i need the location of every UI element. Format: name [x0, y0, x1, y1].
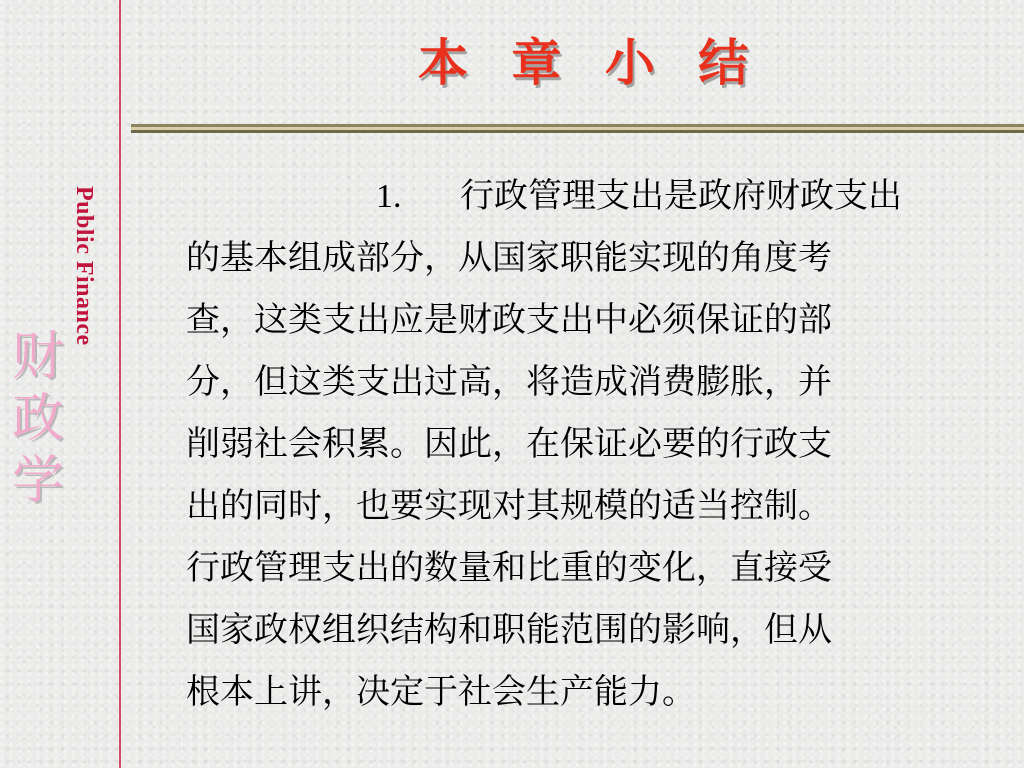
sidebar-divider-line [119, 0, 121, 768]
sidebar-chinese-char: 政 [11, 389, 64, 449]
summary-paragraph [186, 165, 978, 723]
paragraph-line: 出的同时，也要实现对其规模的适当控制。 [186, 486, 832, 526]
slide-title: 本 章 小 结 [418, 34, 762, 92]
paragraph-line: 的基本组成部分，从国家职能实现的角度考 [186, 238, 832, 278]
paragraph-line: 查，这类支出应是财政支出中必须保证的部 [186, 300, 832, 340]
paragraph-line: 行政管理支出的数量和比重的变化，直接受 [186, 548, 832, 588]
paragraph-line: 削弱社会积累。因此，在保证必要的行政支 [186, 424, 832, 464]
sidebar-chinese-label [6, 326, 70, 512]
sidebar-chinese-char: 学 [11, 451, 64, 511]
paragraph-line: 国家政权组织结构和职能范围的影响，但从 [186, 610, 832, 650]
paragraph-line: 分，但这类支出过高，将造成消费膨胀，并 [186, 362, 832, 402]
item-number: 1. [376, 178, 402, 215]
title-divider-rule [131, 124, 1024, 136]
paragraph-line-text: 行政管理支出是政府财政支出 [460, 176, 902, 216]
paragraph-line [186, 165, 978, 227]
paragraph-line: 根本上讲，决定于社会生产能力。 [186, 672, 696, 712]
sidebar-english-label: Public Finance [71, 186, 97, 346]
sidebar-chinese-char: 财 [11, 327, 64, 387]
